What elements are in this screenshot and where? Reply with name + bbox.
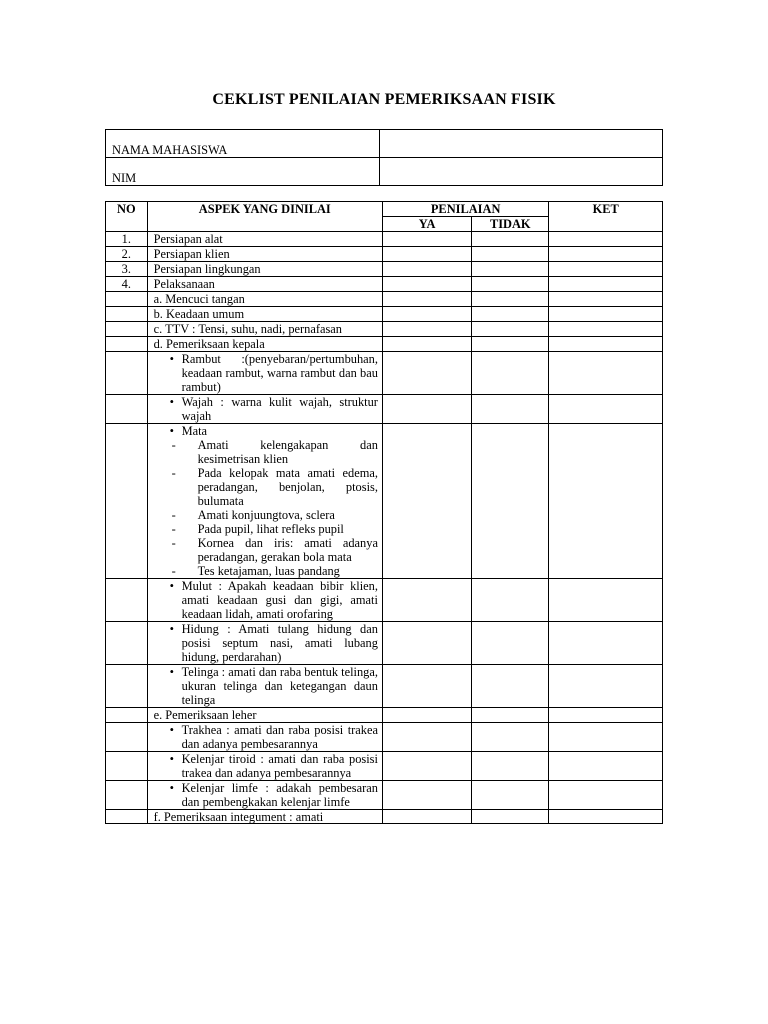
tidak-cell[interactable] xyxy=(472,781,549,810)
ket-cell[interactable] xyxy=(549,723,663,752)
aspect-text: Persiapan alat xyxy=(147,232,382,247)
ya-cell[interactable] xyxy=(382,781,471,810)
bullet-item: • Kelenjar limfe : adakah pembesaran dan pembengkakan kelenjar limfe xyxy=(160,781,378,809)
table-row xyxy=(106,781,663,810)
tidak-cell[interactable] xyxy=(472,395,549,424)
tidak-cell[interactable] xyxy=(472,622,549,665)
ket-cell[interactable] xyxy=(549,622,663,665)
ya-cell[interactable] xyxy=(382,810,471,824)
row-number: 2. xyxy=(106,247,148,262)
ya-cell[interactable] xyxy=(382,752,471,781)
table-row xyxy=(106,322,663,337)
aspect-text: Pelaksanaan xyxy=(147,277,382,292)
aspect-text: d. Pemeriksaan kepala xyxy=(147,337,382,352)
ket-cell[interactable] xyxy=(549,579,663,622)
ket-cell[interactable] xyxy=(549,232,663,247)
ya-cell[interactable] xyxy=(382,247,471,262)
tidak-cell[interactable] xyxy=(472,262,549,277)
row-number xyxy=(106,424,148,579)
table-row xyxy=(106,622,663,665)
table-row xyxy=(106,752,663,781)
dash-item: - Tes ketajaman, luas pandang xyxy=(160,564,378,578)
student-name-value[interactable] xyxy=(380,130,663,158)
ket-cell[interactable] xyxy=(549,708,663,723)
table-row xyxy=(106,277,663,292)
table-row xyxy=(106,708,663,723)
header-tidak: TIDAK xyxy=(472,217,549,232)
ket-cell[interactable] xyxy=(549,395,663,424)
ya-cell[interactable] xyxy=(382,352,471,395)
ket-cell[interactable] xyxy=(549,247,663,262)
aspect-text: e. Pemeriksaan leher xyxy=(147,708,382,723)
aspect-cell xyxy=(147,781,382,810)
tidak-cell[interactable] xyxy=(472,424,549,579)
tidak-cell[interactable] xyxy=(472,708,549,723)
table-row xyxy=(106,352,663,395)
document-title: CEKLIST PENILAIAN PEMERIKSAAN FISIK xyxy=(212,91,556,108)
tidak-cell[interactable] xyxy=(472,232,549,247)
aspect-cell xyxy=(147,752,382,781)
ya-cell[interactable] xyxy=(382,232,471,247)
dash-item: - Kornea dan iris: amati adanya peradangan, gerakan bola mata xyxy=(160,536,378,564)
ya-cell[interactable] xyxy=(382,337,471,352)
row-number xyxy=(106,708,148,723)
dash-item: - Amati kelengakapan dan kesimetrisan klien xyxy=(160,438,378,466)
table-row xyxy=(106,307,663,322)
ket-cell[interactable] xyxy=(549,352,663,395)
row-number xyxy=(106,337,148,352)
ket-cell[interactable] xyxy=(549,752,663,781)
tidak-cell[interactable] xyxy=(472,752,549,781)
ya-cell[interactable] xyxy=(382,262,471,277)
dash-item: - Pada kelopak mata amati edema, peradangan, benjolan, ptosis, bulumata xyxy=(160,466,378,508)
aspect-text: Persiapan lingkungan xyxy=(147,262,382,277)
student-id-label: NIM xyxy=(106,158,380,186)
table-row xyxy=(106,665,663,708)
tidak-cell[interactable] xyxy=(472,277,549,292)
ya-cell[interactable] xyxy=(382,322,471,337)
ya-cell[interactable] xyxy=(382,622,471,665)
bullet-item: • Kelenjar tiroid : amati dan raba posisi trakea dan adanya pembesarannya xyxy=(160,752,378,780)
table-header-row xyxy=(106,202,663,217)
ket-cell[interactable] xyxy=(549,292,663,307)
aspect-cell xyxy=(147,579,382,622)
table-row xyxy=(106,262,663,277)
aspect-cell xyxy=(147,622,382,665)
table-row xyxy=(106,232,663,247)
aspect-text: a. Mencuci tangan xyxy=(147,292,382,307)
header-no: NO xyxy=(106,202,148,232)
row-number: 1. xyxy=(106,232,148,247)
header-aspek: ASPEK YANG DINILAI xyxy=(147,202,382,232)
bullet-item: • Wajah : warna kulit wajah, struktur wajah xyxy=(160,395,378,423)
table-row xyxy=(106,158,663,186)
tidak-cell[interactable] xyxy=(472,337,549,352)
aspect-cell xyxy=(147,352,382,395)
row-number xyxy=(106,810,148,824)
ya-cell[interactable] xyxy=(382,277,471,292)
ket-cell[interactable] xyxy=(549,262,663,277)
aspect-text: b. Keadaan umum xyxy=(147,307,382,322)
aspect-text xyxy=(147,810,382,824)
row-number xyxy=(106,352,148,395)
ya-cell[interactable] xyxy=(382,723,471,752)
bullet-item: • Rambut :(penyebaran/pertumbuhan, keadaan rambut, warna rambut dan bau rambut) xyxy=(160,352,378,394)
tidak-cell[interactable] xyxy=(472,723,549,752)
ket-cell[interactable] xyxy=(549,307,663,322)
row-number xyxy=(106,292,148,307)
ket-cell[interactable] xyxy=(549,665,663,708)
bullet-item: • Trakhea : amati dan raba posisi trakea dan adanya pembesarannya xyxy=(160,723,378,751)
row-number: 4. xyxy=(106,277,148,292)
row-number xyxy=(106,322,148,337)
tidak-cell[interactable] xyxy=(472,810,549,824)
ya-cell[interactable] xyxy=(382,708,471,723)
bullet-item: • Mulut : Apakah keadaan bibir klien, amati keadaan gusi dan gigi, amati keadaan lidah, amati orofaring xyxy=(160,579,378,621)
table-row xyxy=(106,395,663,424)
table-row xyxy=(106,292,663,307)
table-row xyxy=(106,579,663,622)
student-name-label: NAMA MAHASISWA xyxy=(106,130,380,158)
aspect-cell xyxy=(147,665,382,708)
ya-cell[interactable] xyxy=(382,579,471,622)
dash-item: - Pada pupil, lihat refleks pupil xyxy=(160,522,378,536)
tidak-cell[interactable] xyxy=(472,579,549,622)
ya-cell[interactable] xyxy=(382,424,471,579)
ya-cell[interactable] xyxy=(382,292,471,307)
ya-cell[interactable] xyxy=(382,307,471,322)
bullet-item: • Mata xyxy=(160,424,378,438)
table-row xyxy=(106,424,663,579)
checklist-table xyxy=(105,201,663,824)
row-number xyxy=(106,307,148,322)
row-number: 3. xyxy=(106,262,148,277)
tidak-cell[interactable] xyxy=(472,352,549,395)
tidak-cell[interactable] xyxy=(472,247,549,262)
student-info-table xyxy=(105,129,663,186)
header-ya: YA xyxy=(382,217,471,232)
table-row xyxy=(106,247,663,262)
ket-cell[interactable] xyxy=(549,424,663,579)
table-row xyxy=(106,337,663,352)
aspect-cell xyxy=(147,395,382,424)
tidak-cell[interactable] xyxy=(472,665,549,708)
bullet-item: • Telinga : amati dan raba bentuk telinga, ukuran telinga dan ketegangan daun telinga xyxy=(160,665,378,707)
ket-cell[interactable] xyxy=(549,277,663,292)
tidak-cell[interactable] xyxy=(472,292,549,307)
aspect-cell xyxy=(147,424,382,579)
ya-cell[interactable] xyxy=(382,665,471,708)
ket-cell[interactable] xyxy=(549,781,663,810)
tidak-cell[interactable] xyxy=(472,307,549,322)
row-number xyxy=(106,395,148,424)
bullet-item: • Hidung : Amati tulang hidung dan posisi septum nasi, amati lubang hidung, perdarahan) xyxy=(160,622,378,664)
tidak-cell[interactable] xyxy=(472,322,549,337)
dash-item: - Amati konjuungtova, sclera xyxy=(160,508,378,522)
table-row xyxy=(106,723,663,752)
table-row xyxy=(106,810,663,824)
aspect-cell xyxy=(147,723,382,752)
student-id-value[interactable] xyxy=(380,158,663,186)
header-ket: KET xyxy=(549,202,663,232)
ket-cell[interactable] xyxy=(549,337,663,352)
aspect-text: c. TTV : Tensi, suhu, nadi, pernafasan xyxy=(147,322,382,337)
header-penilaian: PENILAIAN xyxy=(382,202,548,217)
ket-cell[interactable] xyxy=(549,322,663,337)
ket-cell[interactable] xyxy=(549,810,663,824)
table-row xyxy=(106,130,663,158)
ya-cell[interactable] xyxy=(382,395,471,424)
aspect-text: Persiapan klien xyxy=(147,247,382,262)
aspect-text-truncated: f. Pemeriksaan integument : amati xyxy=(153,810,324,823)
